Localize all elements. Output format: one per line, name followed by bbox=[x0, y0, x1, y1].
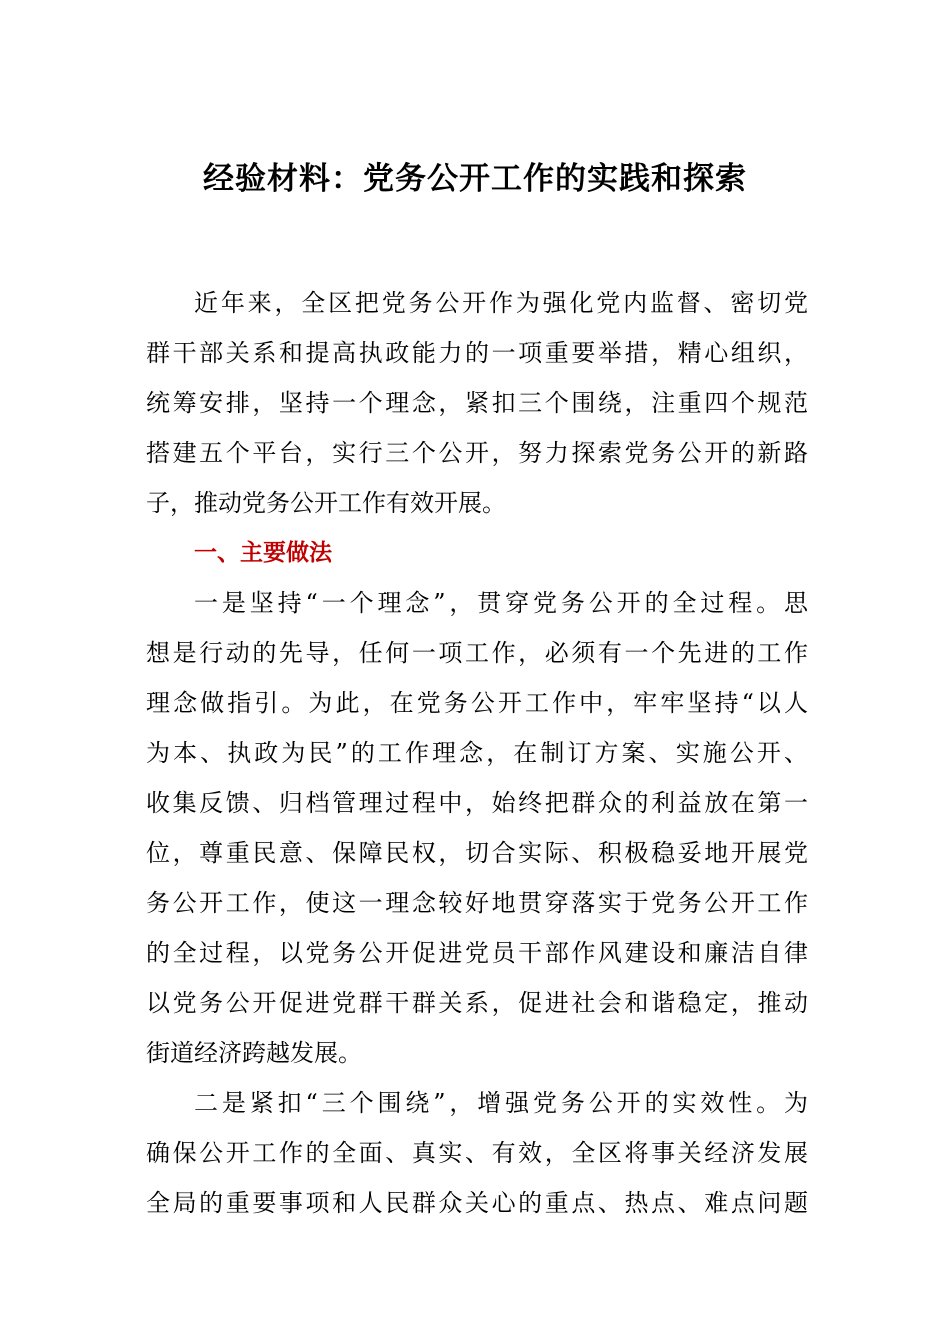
text-line: 的全过程，以党务公开促进党员干部作风建设和廉洁自律 bbox=[146, 939, 808, 967]
text-line: 一是坚持“一个理念”，贯穿党务公开的全过程。思 bbox=[194, 589, 808, 617]
text-line: 收集反馈、归档管理过程中，始终把群众的利益放在第一 bbox=[146, 789, 808, 817]
text-line: 群干部关系和提高执政能力的一项重要举措，精心组织， bbox=[146, 339, 808, 367]
text-line: 搭建五个平台，实行三个公开，努力探索党务公开的新路 bbox=[146, 439, 808, 467]
text-line: 理念做指引。为此，在党务公开工作中，牢牢坚持“以人 bbox=[146, 689, 808, 717]
text-line: 子，推动党务公开工作有效开展。 bbox=[146, 489, 506, 517]
section-heading: 一、主要做法 bbox=[194, 540, 332, 566]
paragraph-intro bbox=[146, 278, 808, 528]
text-line: 位，尊重民意、保障民权，切合实际、积极稳妥地开展党 bbox=[146, 839, 808, 867]
text-line: 确保公开工作的全面、真实、有效，全区将事关经济发展 bbox=[146, 1139, 808, 1167]
document-body bbox=[146, 278, 808, 1228]
text-line: 近年来，全区把党务公开作为强化党内监督、密切党 bbox=[194, 289, 808, 317]
text-line: 务公开工作，使这一理念较好地贯穿落实于党务公开工作 bbox=[146, 889, 808, 917]
text-line: 想是行动的先导，任何一项工作，必须有一个先进的工作 bbox=[146, 639, 808, 667]
text-line: 街道经济跨越发展。 bbox=[146, 1039, 362, 1067]
document-title: 经验材料：党务公开工作的实践和探索 bbox=[203, 161, 747, 197]
text-line: 二是紧扣“三个围绕”，增强党务公开的实效性。为 bbox=[194, 1089, 808, 1117]
text-line: 全局的重要事项和人民群众关心的重点、热点、难点问题 bbox=[146, 1189, 808, 1217]
text-line: 为本、执政为民”的工作理念，在制订方案、实施公开、 bbox=[146, 739, 808, 767]
paragraph-focus bbox=[146, 1078, 808, 1228]
paragraph-principle bbox=[146, 578, 808, 1078]
text-line: 统筹安排，坚持一个理念，紧扣三个围绕，注重四个规范 bbox=[146, 389, 808, 417]
text-line: 以党务公开促进党群干群关系，促进社会和谐稳定，推动 bbox=[146, 989, 808, 1017]
